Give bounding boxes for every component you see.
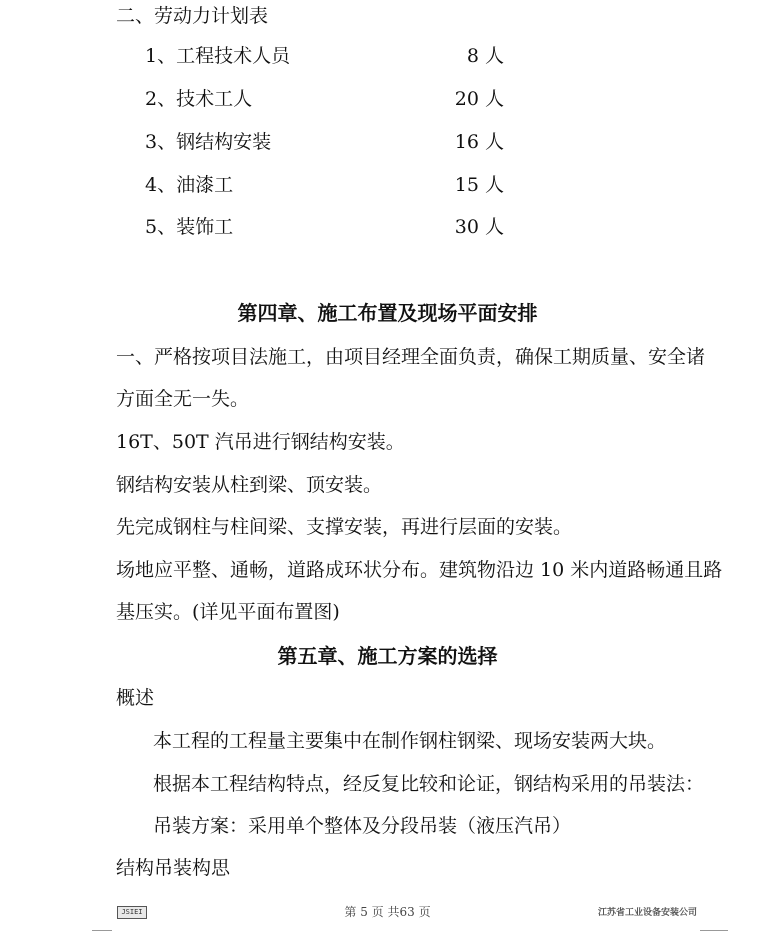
chapter-4-line: 基压实。(详见平面布置图) xyxy=(116,601,340,623)
labor-item-count: 30 人 xyxy=(454,216,504,238)
labor-item-count: 20 人 xyxy=(454,88,504,110)
page-number: 第 5 页 共63 页 xyxy=(344,905,431,919)
chapter-5-paragraph: 本工程的工程量主要集中在制作钢柱钢梁、现场安装两大块。 xyxy=(153,730,667,752)
labor-item-count: 15 人 xyxy=(454,174,504,196)
chapter-5-next-heading: 结构吊装构思 xyxy=(116,857,231,879)
chapter-4-line: 场地应平整、通畅，道路成环状分布。建筑物沿边 10 米内道路畅通且路 xyxy=(116,559,723,581)
labor-item-count: 16 人 xyxy=(454,131,504,153)
chapter-5-paragraph: 根据本工程结构特点，经反复比较和论证，钢结构采用的吊装法： xyxy=(153,773,705,795)
labor-item-name: 3、钢结构安装 xyxy=(145,131,272,153)
chapter-4-line: 一、严格按项目法施工，由项目经理全面负责，确保工期质量、安全诸 xyxy=(116,346,706,368)
chapter-4-heading: 第四章、施工布置及现场平面安排 xyxy=(237,301,538,325)
chapter-4-line: 先完成钢柱与柱间梁、支撑安装，再进行层面的安装。 xyxy=(116,516,573,538)
footer-divider xyxy=(700,930,728,931)
company-name: 江苏省工业设备安装公司 xyxy=(598,908,698,918)
chapter-4-line: 方面全无一失。 xyxy=(116,388,250,410)
footer-divider xyxy=(92,930,112,931)
company-logo: JSIEI xyxy=(117,906,147,919)
chapter-5-paragraph: 吊装方案：采用单个整体及分段吊装（液压汽吊） xyxy=(153,815,572,837)
chapter-4-line: 钢结构安装从柱到梁、顶安装。 xyxy=(116,474,383,496)
chapter-5-heading: 第五章、施工方案的选择 xyxy=(277,644,498,668)
labor-item-name: 4、油漆工 xyxy=(145,174,234,196)
labor-item-count: 8 人 xyxy=(466,45,504,67)
labor-item-name: 1、工程技术人员 xyxy=(145,45,291,67)
chapter-4-line: 16T、50T 汽吊进行钢结构安装。 xyxy=(116,431,405,453)
chapter-5-subtitle: 概述 xyxy=(116,687,155,709)
labor-item-name: 5、装饰工 xyxy=(145,216,234,238)
labor-item-name: 2、技术工人 xyxy=(145,88,253,110)
labor-section-title: 二、劳动力计划表 xyxy=(116,5,269,27)
